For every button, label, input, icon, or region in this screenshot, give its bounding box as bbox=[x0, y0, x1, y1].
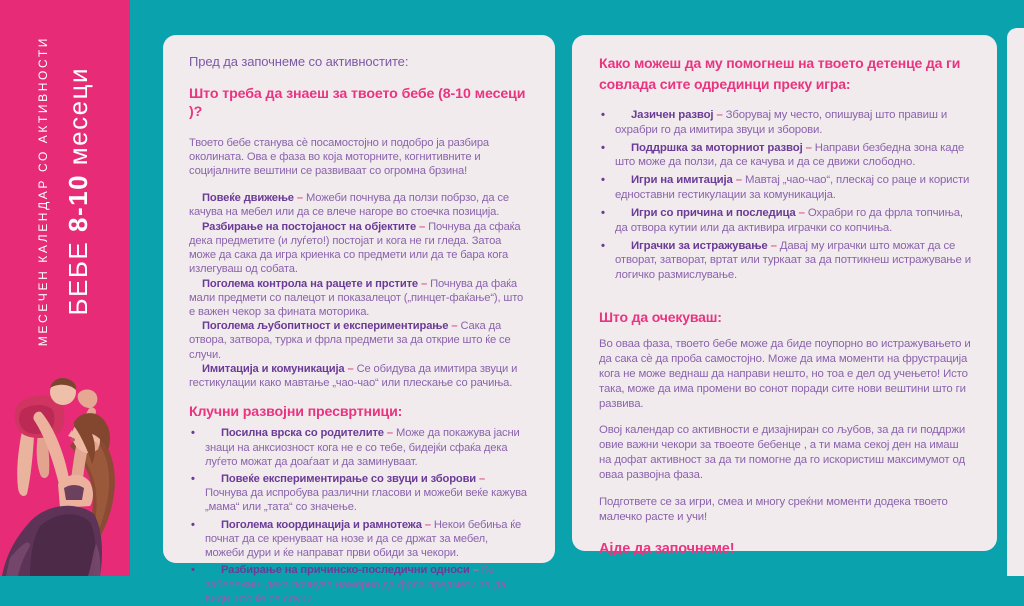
intro-line: Пред да започнеме со активностите: bbox=[189, 54, 409, 69]
paragraph-hand-control: Поголема контрола на рацете и прстите – Почнува да фаќа мали предмети со палецот и показалецот („пинцет-фаќање“), што е важен чекор за фината моторика. bbox=[189, 277, 524, 318]
sidebar-titles bbox=[0, 0, 130, 382]
expect-paragraph-3: Подгответе се за игри, смеа и многу среќни моменти додека твоето малечко расте и учи! bbox=[599, 495, 948, 523]
tip-imitation-games: • Игри на имитација – Мавтај „чао-чао“, плескај со раце и користи едноставни гестикулации за комуникација. bbox=[599, 173, 971, 203]
tip-motor-support: • Поддршка за моторниот развој – Направи безбедна зона каде што може да ползи, да се качува и да се движи слободно. bbox=[599, 141, 971, 171]
expect-paragraph-1: Во оваа фаза, твоето бебе може да биде поупорно во истражувањето и да сака сѐ да проба самостојно. Може да има моменти на фрустрација кога не може веднаш да направи нешто, но тоа е дел од учењето! Исто така, може да има промени во сонот поради сите нови вештини што ги развива. bbox=[599, 338, 971, 410]
tip-language: • Јазичен развој – Зборувај му често, опишувај што правиш и охрабри го да имитира звуци и зборови. bbox=[599, 108, 971, 138]
know-your-baby-heading: Што треба да знаеш за твоето бебе (8-10 месеци )? bbox=[189, 85, 526, 120]
development-paragraphs bbox=[189, 191, 530, 390]
help-through-play-heading: Како можеш да му помогнеш на твоето детенце да ги совлада сите одрединци преку игра: bbox=[599, 55, 961, 92]
milestone-sounds-words: • Повеќе експериментирање со звуци и зборови –Почнува да испробува различни гласови и можеби веќе кажува „мама“ или „тата“ со значење. bbox=[189, 472, 530, 515]
paragraph-object-permanence: Разбирање на постојаност на објектите – Почнува да сфаќа дека предметите (и луѓето!) постојат и кога не ги гледа. Затоа може да сака да игра криенка со предмети или да те бара кога излегуваш од собата. bbox=[189, 220, 521, 276]
lets-start-text: Ајде да започнеме! bbox=[599, 541, 735, 558]
milestone-coordination: • Поголема координација и рамнотежа – Некои бебиња ќе почнат да се кренуваат на нозе и да се држат за мебел, можеби дури и ќе направат први обиди за чекори. bbox=[189, 518, 530, 561]
paragraph-imitation: Имитација и комуникација – Се обидува да имитира звуци и гестикулации како мавтање „чао-чао“ или плескање со рачиња. bbox=[189, 362, 518, 390]
expect-heading: Што да очекуваш: bbox=[599, 309, 722, 326]
expect-paragraph-2: Овој календар со активности е дизајниран со љубов, за да ги поддржи овие важни чекори за твоеоте бебенце , а ти мама секој ден на имаш на дофат активност за да ти помогне да го искористиш максимумот од оваа развојна фаза. bbox=[599, 424, 966, 481]
paragraph-curiosity: Поголема љубопитност и експериментирање – Сака да отвора, затвора, турка и фрла предмети за да открие што ќе се случи. bbox=[189, 320, 511, 361]
tip-exploration-toys: • Играчки за истражување – Давај му играчки што можат да се отворат, затворат, вртат или туркаат за да поттикнеш истражување и логичко размислување. bbox=[599, 239, 971, 283]
sidebar-subtitle: МЕСЕЧЕН КАЛЕНДАР СО АКТИВНОСТИ bbox=[36, 35, 50, 347]
milestone-parent-bond: • Посилна врска со родителите – Може да покажува јасни знаци на анксиозност кога не е со тебе, бидејќи сфаќа дека луѓето можат да доаѓаат и да заминуваат. bbox=[189, 426, 530, 469]
milestones-list bbox=[189, 426, 530, 606]
sidebar-title-prefix: БЕБЕ bbox=[63, 231, 93, 316]
lead-paragraph: Твоето бебе станува сѐ посамостојно и подобро ја разбира околината. Ова е фаза во која моторните, когнитивните и социјалните вештини се развиваат со огромна брзина! bbox=[189, 136, 489, 177]
sidebar-title-age: 8-10 bbox=[63, 173, 93, 232]
milestones-heading: Клучни развојни пресвртници: bbox=[189, 404, 403, 421]
sidebar-title-suffix: месеци bbox=[63, 66, 93, 174]
tips-list bbox=[599, 108, 971, 283]
tip-cause-effect-games: • Игри со причина и последица – Охрабри го да фрла топчиња, да отвора кутии или да активира играчки со копчиња. bbox=[599, 206, 971, 236]
intro-panel bbox=[163, 35, 555, 605]
paragraph-more-movement: Повеќе движење – Можеби почнува да ползи побрзо, да се качува на мебел или да се влече нагоре во стоечка позиција. bbox=[189, 192, 509, 219]
next-page-edge bbox=[1007, 28, 1024, 576]
sidebar-title bbox=[63, 67, 94, 316]
milestone-cause-effect: • Разбирање на причинско-последични односи – Ќе забележиш дека почнува намерно да фрла предмети за да види што ќе се случи. bbox=[189, 563, 530, 606]
mother-baby-illustration bbox=[0, 376, 132, 576]
sidebar bbox=[0, 0, 130, 576]
play-panel bbox=[572, 35, 997, 558]
